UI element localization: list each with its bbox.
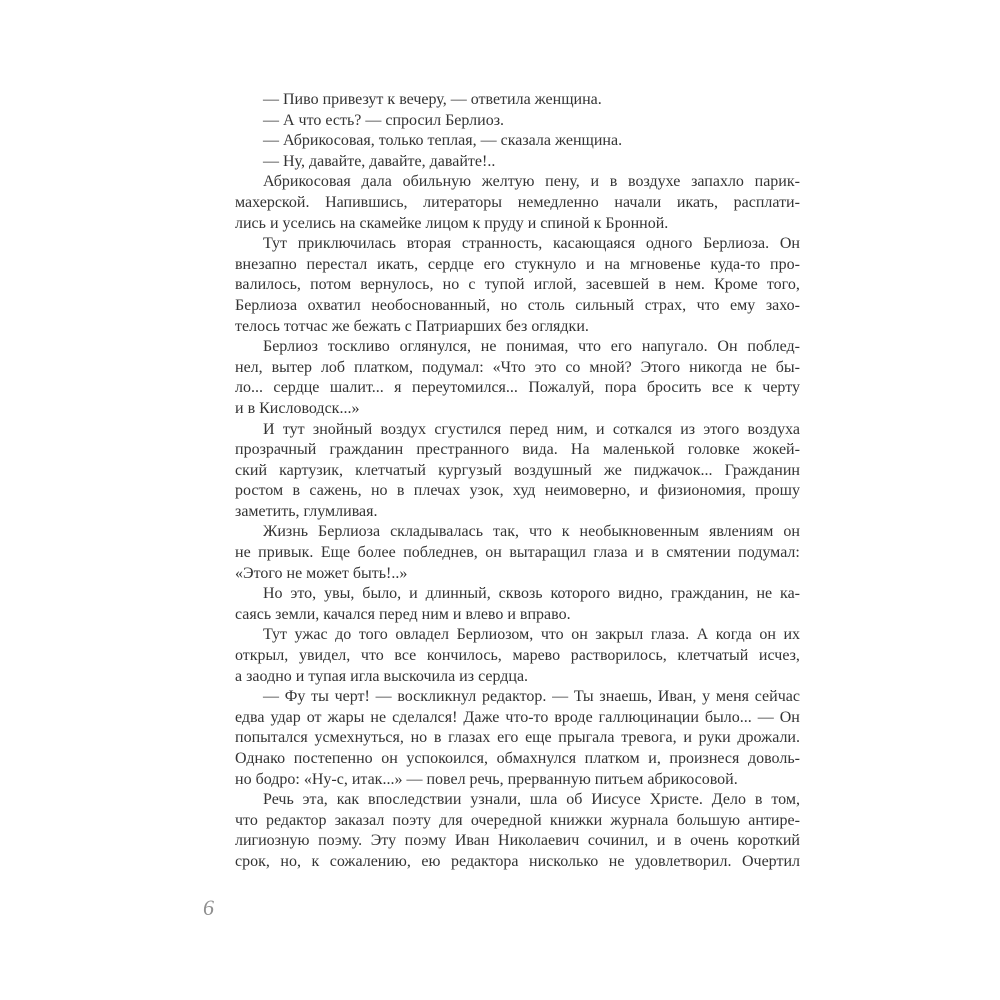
text-line: не привык. Еще более побледнев, он вытаращил глаза и в смятении подумал: xyxy=(235,544,800,562)
text-line: но бодро: «Ну-с, итак...» — повел речь, прерванную питьем абрикосовой. xyxy=(235,770,738,788)
paragraph xyxy=(235,90,800,111)
page-text-block xyxy=(235,90,800,873)
text-line: валилось, потом вернулось, но с тупой иглой, засевшей в нем. Кроме того, xyxy=(235,276,800,294)
paragraph xyxy=(235,234,800,337)
text-line: открыл, увидел, что все кончилось, марево растворилось, клетчатый исчез, xyxy=(235,647,800,665)
text-line: Однако постепенно он успокоился, обмахнулся платком и, произнеся доволь- xyxy=(235,750,800,767)
text-line: срок, но, к сожалению, ею редактора нисколько не удовлетворил. Очертил xyxy=(235,852,800,870)
text-line: — Пиво привезут к вечеру, — ответила женщина. xyxy=(263,91,602,108)
text-line: ростом в сажень, но в плечах узок, худ неимоверно, и физиономия, прошу xyxy=(235,482,800,500)
paragraph xyxy=(235,687,800,790)
text-line: ский картузик, клетчатый кургузый воздушный же пиджачок... Гражданин xyxy=(235,461,800,479)
paragraph xyxy=(235,584,800,625)
text-line: внезапно перестал икать, сердце его стукнуло и на мгновенье куда-то про- xyxy=(235,255,800,273)
paragraph xyxy=(235,131,800,152)
text-line: — Ну, давайте, давайте, давайте!.. xyxy=(263,152,496,170)
text-line: махерской. Напившись, литераторы немедленно начали икать, расплати- xyxy=(235,193,800,211)
text-line: Берлиоз тоскливо оглянулся, не понимая, что его напугало. Он поблед- xyxy=(263,338,800,356)
text-line: Но это, увы, было, и длинный, сквозь которого видно, гражданин, не ка- xyxy=(263,585,800,603)
text-line: Тут приключилась вторая странность, касающаяся одного Берлиоза. Он xyxy=(263,235,800,253)
text-line: Тут ужас до того овладел Берлиозом, что он закрыл глаза. А когда он их xyxy=(263,626,800,644)
text-line: лигиозную поэму. Эту поэму Иван Николаевич сочинил, и в очень короткий xyxy=(235,832,800,850)
paragraph xyxy=(235,420,800,523)
text-line: заметить, глумливая. xyxy=(235,502,378,520)
paragraph xyxy=(235,625,800,687)
text-line: лись и уселись на скамейке лицом к пруду и спиной к Бронной. xyxy=(235,214,669,232)
text-line: телось тотчас же бежать с Патриарших без оглядки. xyxy=(235,317,589,335)
text-line: — Абрикосовая, только теплая, — сказала женщина. xyxy=(263,132,623,150)
text-line: нел, вытер лоб платком, подумал: «Что это со мной? Этого никогда не бы- xyxy=(235,358,800,376)
text-line: «Этого не может быть!..» xyxy=(235,564,408,582)
text-line: — А что есть? — спросил Берлиоз. xyxy=(263,111,505,129)
text-line: И тут знойный воздух сгустился перед ним, и соткался из этого воздуха xyxy=(263,420,800,438)
text-line: ло... сердце шалит... я переутомился... Пожалуй, пора бросить все к черту xyxy=(235,379,800,397)
paragraph xyxy=(235,152,800,173)
text-line: прозрачный гражданин престранного вида. На маленькой головке жокей- xyxy=(235,441,800,459)
page-number: 6 xyxy=(203,895,214,920)
text-line: а заодно и тупая игла выскочила из сердца. xyxy=(235,667,529,685)
paragraph xyxy=(235,337,800,419)
text-line: Абрикосовая дала обильную желтую пену, и в воздухе запахло парик- xyxy=(263,173,800,191)
paragraph xyxy=(235,522,800,584)
text-line: и в Кисловодск...» xyxy=(235,399,360,417)
text-line: попытался усмехнуться, но в глазах его еще прыгала тревога, и руки дрожали. xyxy=(235,729,800,747)
paragraph xyxy=(235,790,800,872)
text-line: — Фу ты черт! — воскликнул редактор. — Ты знаешь, Иван, у меня сейчас xyxy=(263,688,800,706)
text-line: Берлиоза охватил необоснованный, но столь сильный страх, что ему захо- xyxy=(235,296,800,314)
paragraph xyxy=(235,111,800,132)
text-line: саясь земли, качался перед ним и влево и вправо. xyxy=(235,605,571,623)
text-line: Речь эта, как впоследствии узнали, шла об Иисусе Христе. Дело в том, xyxy=(263,791,800,809)
text-line: едва удар от жары не сделался! Даже что-то вроде галлюцинации было... — Он xyxy=(235,708,800,726)
text-line: Жизнь Берлиоза складывалась так, что к необыкновенным явлениям он xyxy=(263,523,800,541)
text-line: что редактор заказал поэту для очередной книжки журнала большую антире- xyxy=(235,811,800,829)
paragraph xyxy=(235,172,800,234)
